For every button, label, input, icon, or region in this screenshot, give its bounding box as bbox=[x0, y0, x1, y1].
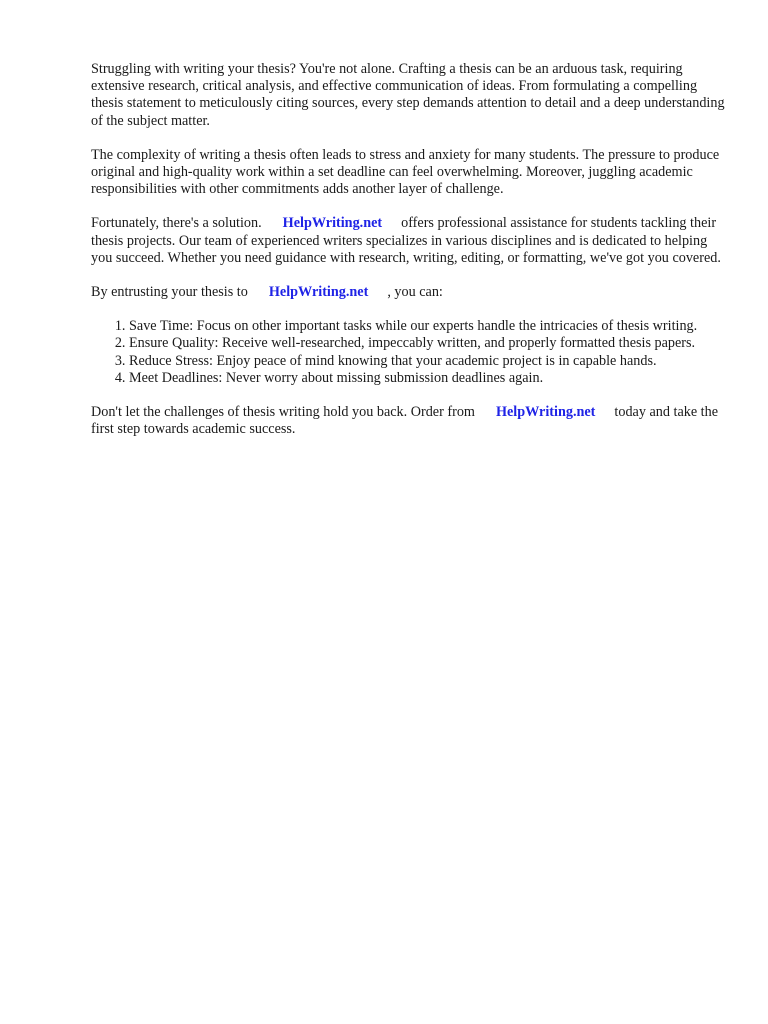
helpwriting-link-3[interactable]: HelpWriting.net bbox=[495, 404, 596, 421]
paragraph-cta-lead: Don't let the challenges of thesis writing hold you back. Order from bbox=[91, 404, 475, 421]
benefits-list bbox=[91, 318, 731, 387]
list-item: 1. Save Time: Focus on other important tasks while our experts handle the intricacies of thesis writing. bbox=[129, 318, 731, 335]
paragraph-cta-rest: today and take the first step towards academic success. bbox=[91, 404, 719, 438]
paragraph-intro: Struggling with writing your thesis? You're not alone. Crafting a thesis can be an arduous task, requiring extensive research, critical analysis, and effective communication of ideas. From formulating a compelling thesis statement to meticulously citing sources, every step demands attention to detail and a deep understanding of the subject matter. bbox=[91, 61, 725, 129]
list-item: 4. Meet Deadlines: Never worry about missing submission deadlines again. bbox=[129, 370, 731, 387]
paragraph-complexity: The complexity of writing a thesis often leads to stress and anxiety for many students. The pressure to produce original and high-quality work within a set deadline can feel overwhelming. Moreover, juggling academic responsibilities with other commitments adds another layer of challenge. bbox=[91, 146, 720, 198]
paragraph-solution-lead: Fortunately, there's a solution. bbox=[91, 215, 262, 232]
paragraph-call-to-action bbox=[91, 404, 731, 438]
helpwriting-link-2[interactable]: HelpWriting.net bbox=[268, 284, 369, 301]
document-body bbox=[91, 61, 731, 455]
list-item: 2. Ensure Quality: Receive well-researched, impeccably written, and properly formatted thesis papers. bbox=[129, 335, 731, 352]
helpwriting-link-1[interactable]: HelpWriting.net bbox=[282, 215, 383, 232]
paragraph-solution-rest: offers professional assistance for students tackling their thesis projects. Our team of experienced writers specializes in various disciplines and is dedicated to helping you succeed. Whether you need guidance with research, writing, editing, or formatting, we've got you covered. bbox=[91, 215, 721, 266]
paragraph-entrusting-rest: , you can: bbox=[387, 284, 443, 301]
paragraph-solution bbox=[91, 215, 731, 267]
paragraph-entrusting-lead: By entrusting your thesis to bbox=[91, 284, 248, 301]
paragraph-entrusting bbox=[91, 284, 731, 301]
list-item: 3. Reduce Stress: Enjoy peace of mind knowing that your academic project is in capable hands. bbox=[129, 353, 731, 370]
